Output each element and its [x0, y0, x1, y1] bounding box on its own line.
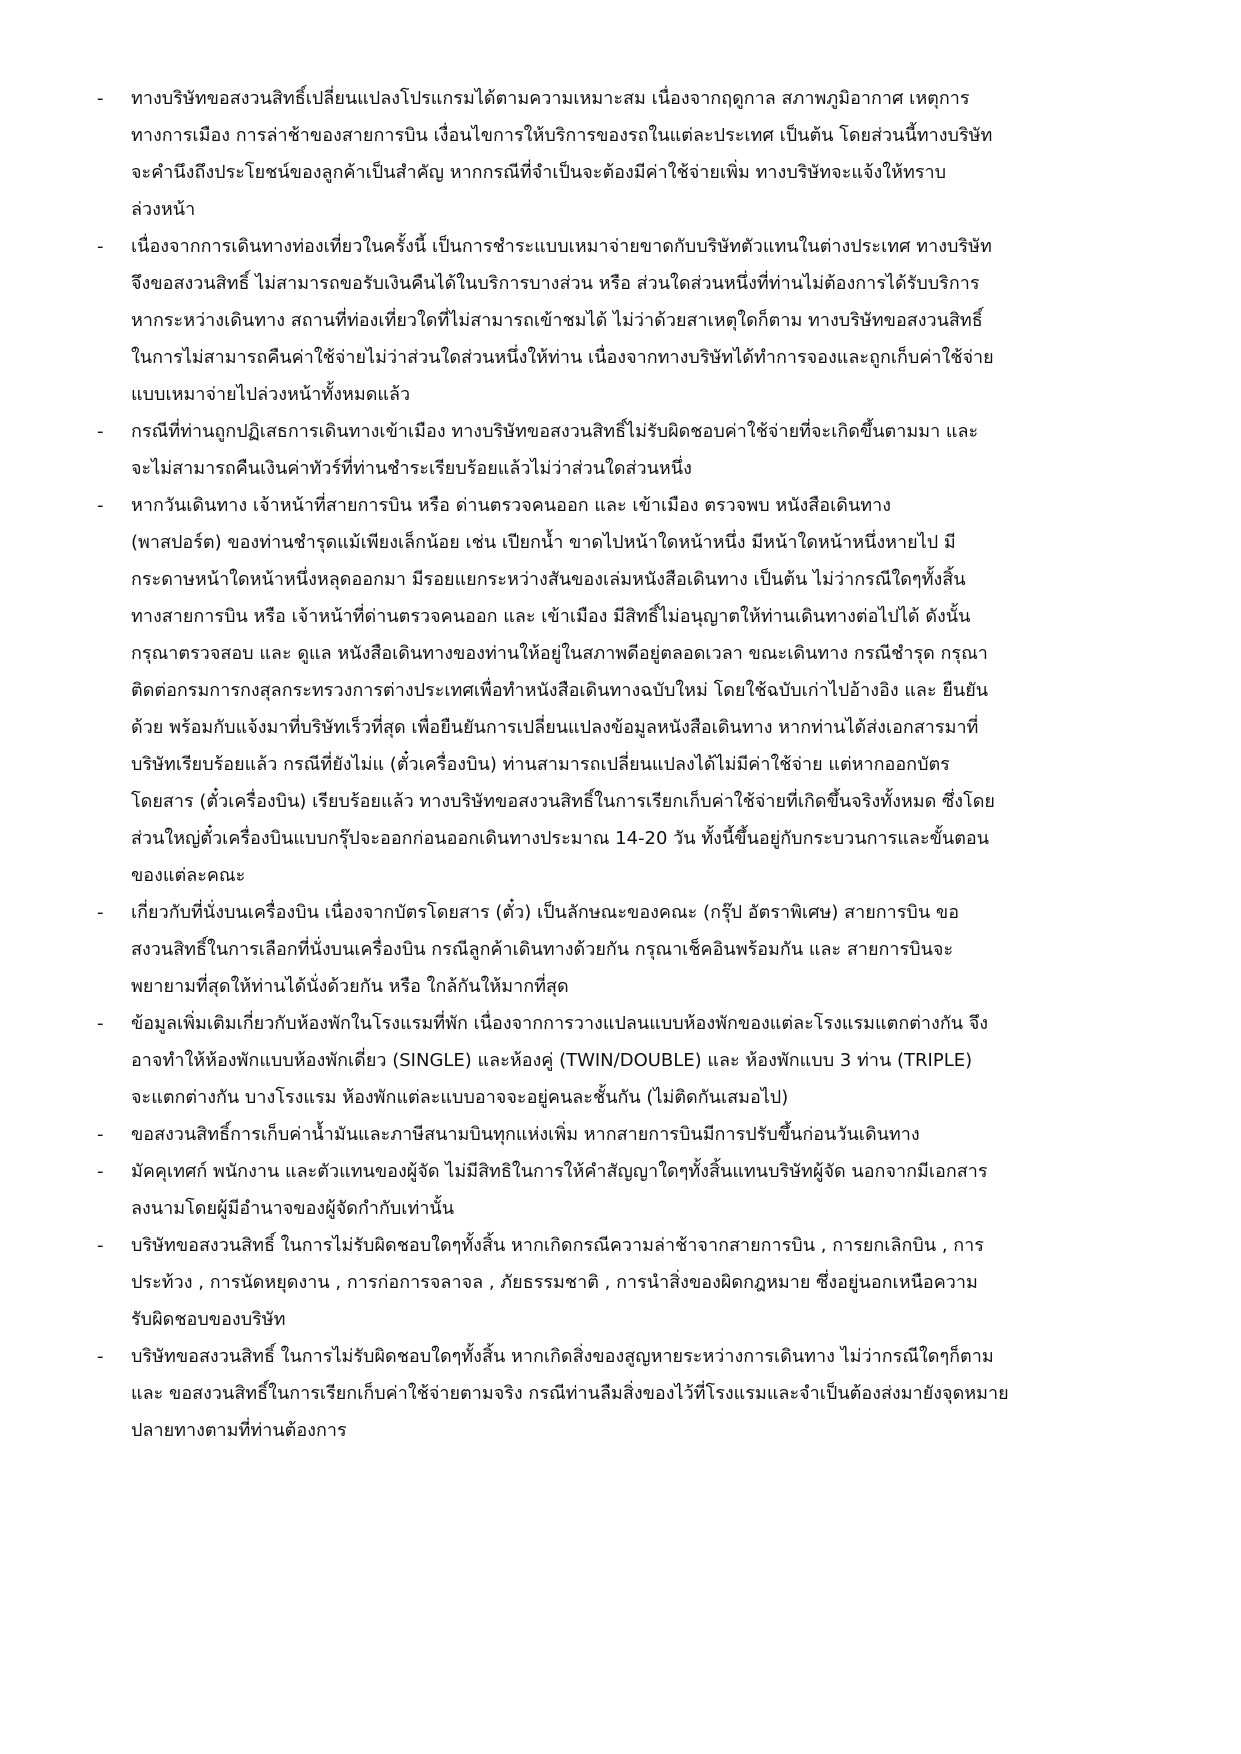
- list-item: [97, 894, 1217, 1005]
- terms-list: [97, 80, 1217, 1449]
- term-text-fuel-tax: ขอสงวนสิทธิ์การเก็บค่าน้ำมันและภาษีสนามบินทุกแห่งเพิ่ม หากสายการบินมีการปรับขึ้นก่อนวันเดินทาง: [131, 1124, 920, 1145]
- list-item: [97, 1005, 1217, 1116]
- bullet-dash: -: [97, 1013, 104, 1034]
- list-item: [97, 487, 1217, 894]
- bullet-dash: -: [97, 1161, 104, 1182]
- bullet-dash: -: [97, 1346, 104, 1367]
- bullet-dash: -: [97, 421, 104, 442]
- bullet-dash: -: [97, 1235, 104, 1256]
- bullet-dash: -: [97, 236, 104, 257]
- term-text-guide-authority: มัคคุเทศก์ พนักงาน และตัวแทนของผู้จัด ไม่มีสิทธิในการให้คำสัญญาใดๆทั้งสิ้นแทนบริษัทผู้จัด นอกจากมีเอกสาร ลงนามโดยผู้มีอำนาจของผู้จัดกำกับเท่านั้น: [131, 1161, 988, 1219]
- term-text-delays: บริษัทขอสงวนสิทธิ์ ในการไม่รับผิดชอบใดๆทั้งสิ้น หากเกิดกรณีความล่าช้าจากสายการบิน , การยกเลิกบิน , การ ประท้วง , การนัดหยุดงาน , การก่อการจลาจล , ภัยธรรมชาติ , การนำสิ่งของผิดกฎหมาย ซึ่งอยู่นอกเหนือความ รับผิดชอบของบริษัท: [131, 1235, 984, 1330]
- list-item: [97, 1116, 1217, 1153]
- list-item: [97, 1153, 1217, 1227]
- term-text-no-refund: เนื่องจากการเดินทางท่องเที่ยวในครั้งนี้ เป็นการชำระแบบเหมาจ่ายขาดกับบริษัทตัวแทนในต่างประเทศ ทางบริษัท จึงขอสงวนสิทธิ์ ไม่สามารถขอรับเงินคืนได้ในบริการบางส่วน หรือ ส่วนใดส่วนหนึ่งที่ท่านไม่ต้องการได้รับบริการ หากระหว่างเดินทาง สถานที่ท่องเที่ยวใดที่ไม่สามารถเข้าชมได้ ไม่ว่าด้วยสาเหตุใดก็ตาม ทางบริษัทขอสงวนสิทธิ์ ในการไม่สามารถคืนค่าใช้จ่ายไม่ว่าส่วนใดส่วนหนึ่งให้ท่าน เนื่องจากทางบริษัทได้ทำการจองและถูกเก็บค่าใช้จ่าย แบบเหมาจ่ายไปล่วงหน้าทั้งหมดแล้ว: [131, 236, 994, 405]
- list-item: [97, 1227, 1217, 1338]
- term-text-lost-items: บริษัทขอสงวนสิทธิ์ ในการไม่รับผิดชอบใดๆทั้งสิ้น หากเกิดสิ่งของสูญหายระหว่างการเดินทาง ไม่ว่ากรณีใดๆก็ตาม และ ขอสงวนสิทธิ์ในการเรียกเก็บค่าใช้จ่ายตามจริง กรณีท่านลืมสิ่งของไว้ที่โรงแรมและจำเป็นต้องส่งมายังจุดหมาย ปลายทางตามที่ท่านต้องการ: [131, 1346, 1009, 1441]
- term-text-schedule-change: ทางบริษัทขอสงวนสิทธิ์เปลี่ยนแปลงโปรแกรมได้ตามความเหมาะสม เนื่องจากฤดูกาล สภาพภูมิอากาศ เหตุการ ทางการเมือง การล่าช้าของสายการบิน เงื่อนไขการให้บริการของรถในแต่ละประเทศ เป็นต้น โดยส่วนนี้ทางบริษัท จะคำนึงถึงประโยชน์ของลูกค้าเป็นสำคัญ หากกรณีที่จำเป็นจะต้องมีค่าใช้จ่ายเพิ่ม ทางบริษัทจะแจ้งให้ทราบ ล่วงหน้า: [131, 88, 993, 220]
- term-text-passport: หากวันเดินทาง เจ้าหน้าที่สายการบิน หรือ ด่านตรวจคนออก และ เข้าเมือง ตรวจพบ หนังสือเดินทาง (พาสปอร์ต) ของท่านชำรุดแม้เพียงเล็กน้อย เช่น เปียกน้ำ ขาดไปหน้าใดหน้าหนึ่ง มีหน้าใดหน้าหนึ่งหายไป มี กระดาษหน้าใดหน้าหนึ่งหลุดออกมา มีรอยแยกระหว่างสันของเล่มหนังสือเดินทาง เป็นต้น ไม่ว่ากรณีใดๆทั้งสิ้น ทางสายการบิน หรือ เจ้าหน้าที่ด่านตรวจคนออก และ เข้าเมือง มีสิทธิ์ไม่อนุญาตให้ท่านเดินทางต่อไปได้ ดังนั้น กรุณาตรวจสอบ และ ดูแล หนังสือเดินทางของท่านให้อยู่ในสภาพดีอยู่ตลอดเวลา ขณะเดินทาง กรณีชำรุด กรุณา ติดต่อกรมการกงสุลกระทรวงการต่างประเทศเพื่อทำหนังสือเดินทางฉบับใหม่ โดยใช้ฉบับเก่าไปอ้างอิง และ ยืนยัน ด้วย พร้อมกับแจ้งมาที่บริษัทเร็วที่สุด เพื่อยืนยันการเปลี่ยนแปลงข้อมูลหนังสือเดินทาง หากท่านได้ส่งเอกสารมาที่ บริษัทเรียบร้อยแล้ว กรณีที่ยังไม่แ (ตั๋วเครื่องบิน) ท่านสามารถเปลี่ยนแปลงได้ไม่มีค่าใช้จ่าย แต่หากออกบัตร โดยสาร (ตั๋วเครื่องบิน) เรียบร้อยแล้ว ทางบริษัทขอสงวนสิทธิ์ในการเรียกเก็บค่าใช้จ่ายที่เกิดขึ้นจริงทั้งหมด ซึ่งโดย ส่วนใหญ่ตั๋วเครื่องบินแบบกรุ๊ปจะออกก่อนออกเดินทางประมาณ 14-20 วัน ทั้งนี้ขึ้นอยู่กับกระบวนการและขั้นตอน ของแต่ละคณะ: [131, 495, 995, 886]
- bullet-dash: -: [97, 88, 104, 109]
- list-item: [97, 413, 1217, 487]
- term-text-seating: เกี่ยวกับที่นั่งบนเครื่องบิน เนื่องจากบัตรโดยสาร (ตั๋ว) เป็นลักษณะของคณะ (กรุ๊ป อัตราพิเศษ) สายการบิน ขอ สงวนสิทธิ์ในการเลือกที่นั่งบนเครื่องบิน กรณีลูกค้าเดินทางด้วยกัน กรุณาเช็คอินพร้อมกัน และ สายการบินจะ พยายามที่สุดให้ท่านได้นั่งด้วยกัน หรือ ใกล้กันให้มากที่สุด: [131, 902, 959, 997]
- term-text-hotel-rooms: ข้อมูลเพิ่มเติมเกี่ยวกับห้องพักในโรงแรมที่พัก เนื่องจากการวางแปลนแบบห้องพักของแต่ละโรงแรมแตกต่างกัน จึง อาจทำให้ห้องพักแบบห้องพักเดี่ยว (SINGLE) และห้องคู่ (TWIN/DOUBLE) และ ห้องพักแบบ 3 ท่าน (TRIPLE) จะแตกต่างกัน บางโรงแรม ห้องพักแต่ละแบบอาจจะอยู่คนละชั้นกัน (ไม่ติดกันเสมอไป): [131, 1013, 989, 1108]
- list-item: [97, 228, 1217, 413]
- list-item: [97, 80, 1217, 228]
- list-item: [97, 1338, 1217, 1449]
- bullet-dash: -: [97, 495, 104, 516]
- term-text-entry-denied: กรณีที่ท่านถูกปฏิเสธการเดินทางเข้าเมือง ทางบริษัทขอสงวนสิทธิ์ไม่รับผิดชอบค่าใช้จ่ายที่จะเกิดขึ้นตามมา และ จะไม่สามารถคืนเงินค่าทัวร์ที่ท่านชำระเรียบร้อยแล้วไม่ว่าส่วนใดส่วนหนึ่ง: [131, 421, 979, 479]
- bullet-dash: -: [97, 902, 104, 923]
- bullet-dash: -: [97, 1124, 104, 1145]
